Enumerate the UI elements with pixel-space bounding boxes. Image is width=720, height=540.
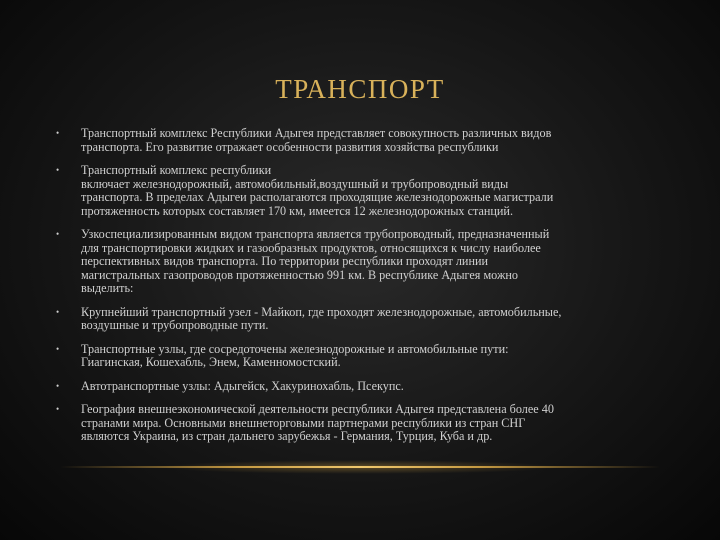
bullet-text: Транспортный комплекс Республики Адыгея представляет совокупность различных видов транспорта. Его развитие отражает особенности развития хозяйства республики	[81, 126, 552, 154]
bullet-list	[50, 127, 670, 454]
bullet-text: Транспортные узлы, где сосредоточены железнодорожные и автомобильные пути: Гиагинская, Кошехабль, Энем, Каменномостский.	[81, 341, 509, 369]
bullet-text: Автотранспортные узлы: Адыгейск, Хакуринохабль, Псекупс.	[81, 378, 404, 393]
bullet-item	[50, 228, 670, 296]
bullet-text: Транспортный комплекс республики включает железнодорожный, автомобильный,воздушный и трубопроводный виды транспорта. В пределах Адыгеи располагаются проходящие железнодорожные магистрали протяженность которых составляет 170 км, имеется 12 железнодорожных станций.	[81, 163, 554, 218]
bullet-text: География внешнеэкономической деятельности республики Адыгея представлена более 40 странами мира. Основными внешнеторговыми партнерами республики из стран СНГ являются Украина, из стран дальнего зарубежья - Германия, Турция, Куба и др.	[81, 402, 554, 443]
bullet-text: Крупнейший транспортный узел - Майкоп, где проходят железнодорожные, автомобильные, воздушные и трубопроводные пути.	[81, 304, 562, 332]
bullet-dot-icon: •	[56, 404, 60, 414]
bullet-item	[50, 306, 670, 333]
accent-divider	[60, 466, 660, 468]
bullet-item	[50, 403, 670, 444]
bullet-dot-icon: •	[56, 380, 60, 391]
bullet-dot-icon: •	[56, 165, 60, 175]
bullet-item	[50, 343, 670, 370]
bullet-item	[50, 380, 670, 394]
bullet-dot-icon: •	[56, 229, 60, 239]
bullet-item	[50, 127, 670, 154]
bullet-dot-icon: •	[56, 343, 60, 354]
slide-title: ТРАНСПОРТ	[275, 74, 445, 104]
bullet-item	[50, 164, 670, 218]
bullet-dot-icon: •	[56, 306, 60, 317]
bullet-dot-icon: •	[56, 128, 60, 138]
bullet-text: Узкоспециализированным видом транспорта является трубопроводный, предназначенный для транспортировки жидких и газообразных продуктов, относящихся к числу наиболее перспективных видов транспорта. По территории республики проходят линии магистральных газопроводов протяженностью 991 км. В республике Адыгея можно выделить:	[81, 227, 550, 295]
